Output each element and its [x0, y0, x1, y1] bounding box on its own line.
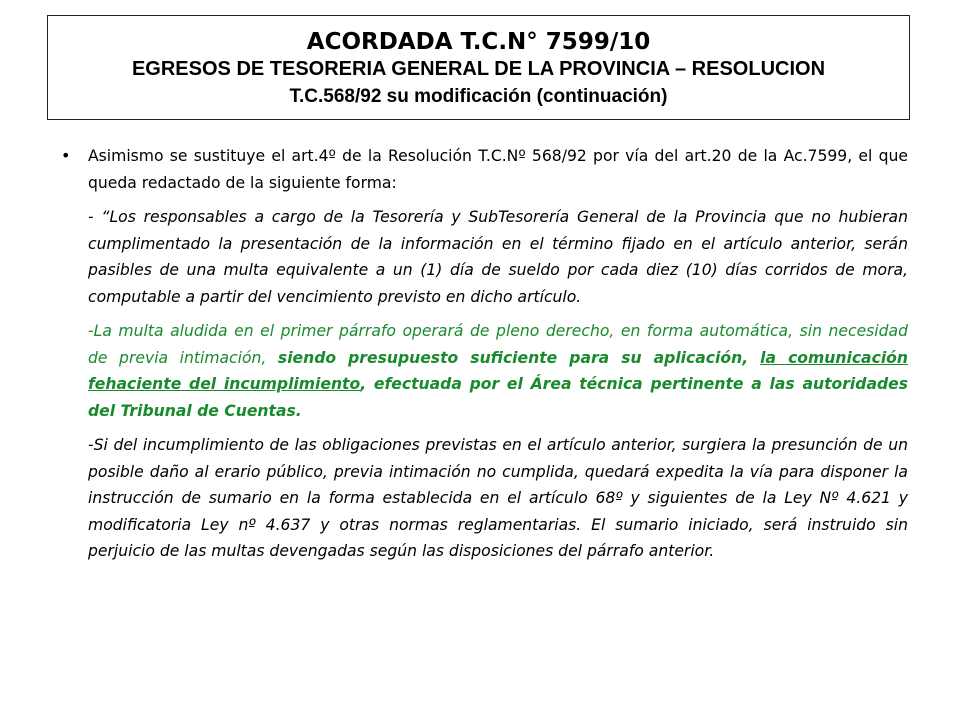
paragraph-multa [88, 318, 908, 424]
multa-part-4: , efectuada por el Área técnica pertinente a las autoridades del Tribunal de Cuentas. [88, 375, 908, 420]
paragraph-responsables: - “Los responsables a cargo de la Tesorería y SubTesorería General de la Provincia que no hubieran cumplimentado la presentación de la información en el término fijado en el artículo anterior, serán pasibles de una multa equivalente a un (1) día de sueldo por cada diez (10) días corridos de mora, computable a partir del vencimiento previsto en dicho artículo. [88, 208, 908, 306]
title-line-2: EGRESOS DE TESORERIA GENERAL DE LA PROVINCIA – RESOLUCION [131, 58, 826, 80]
content-body [61, 143, 908, 565]
paragraph-intro: Asimismo se sustituye el art.4º de la Resolución T.C.Nº 568/92 por vía del art.20 de la Ac.7599, el que queda redactado de la siguiente forma: [88, 147, 908, 192]
title-line-3: T.C.568/92 su modificación (continuación) [289, 86, 668, 107]
multa-part-1: -La multa aludida en el primer párrafo operará de pleno derecho, en forma automática, sin necesidad de previa intimación, [88, 322, 908, 367]
paragraph-sumario: -Si del incumplimiento de las obligaciones previstas en el artículo anterior, surgiera la presunción de un posible daño al erario público, previa intimación no cumplida, quedará expedita la vía para disponer la instrucción de sumario en la forma establecida en el artículo 68º y siguientes de la Ley Nº 4.621 y modificatoria Ley nº 4.637 y otras normas reglamentarias. El sumario iniciado, será instruido sin perjuicio de las multas devengadas según las disposiciones del párrafo anterior. [88, 436, 908, 560]
multa-part-2: siendo presupuesto suficiente para su aplicación, [277, 348, 761, 367]
title-box [47, 15, 910, 120]
title-line-1: ACORDADA T.C.N° 7599/10 [306, 29, 651, 55]
multa-part-3: la comunicación fehaciente del incumplimiento [88, 348, 908, 393]
bullet-paragraph [61, 143, 908, 196]
bullet-icon: • [61, 146, 71, 165]
